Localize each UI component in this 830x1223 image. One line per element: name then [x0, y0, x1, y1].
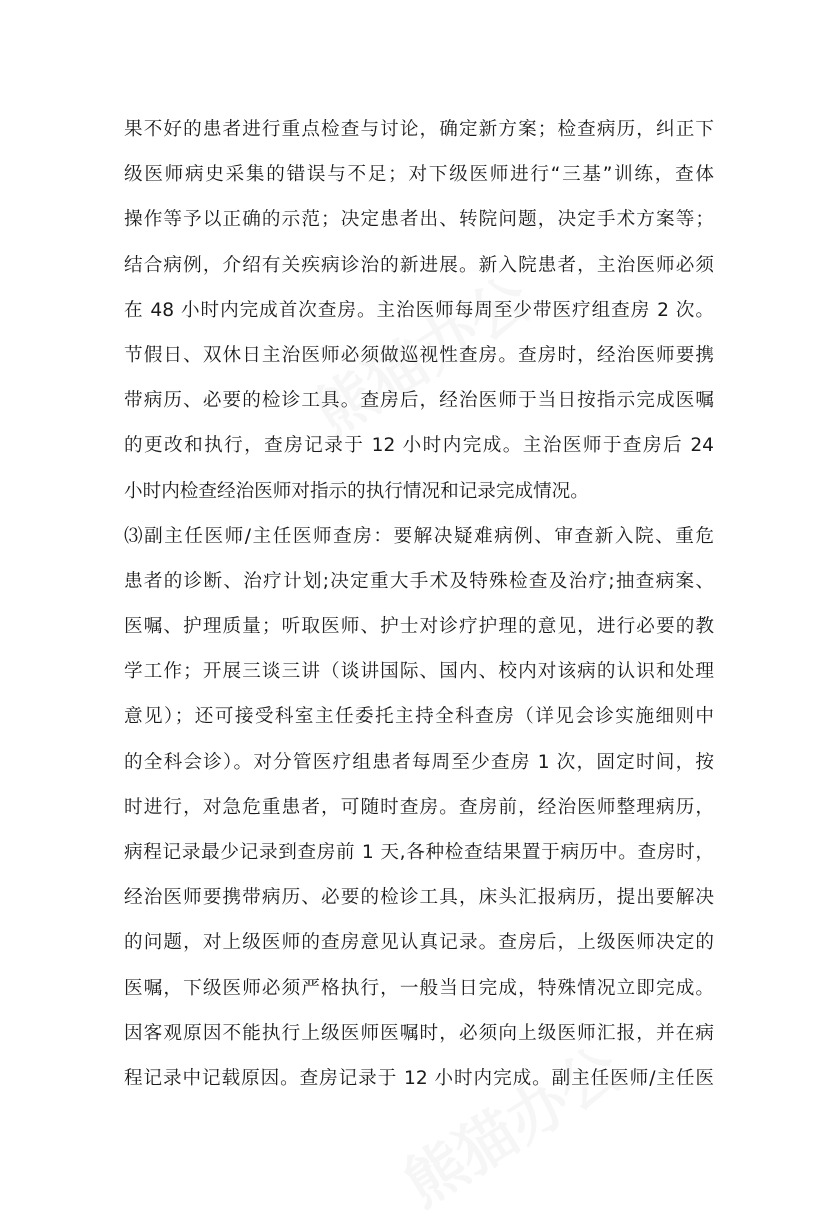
text-line: 结合病例，介绍有关疾病诊治的新进展。新入院患者，主治医师必须	[124, 254, 714, 276]
text-line: 意见）；还可接受科室主任委托主持全科查房（详见会诊实施细则中	[124, 706, 714, 728]
text-line: 因客观原因不能执行上级医师医嘱时，必须向上级医师汇报，并在病	[124, 1022, 714, 1044]
text-line: 小时内检查经治医师对指示的执行情况和记录完成情况。	[124, 480, 589, 502]
text-line: 经治医师要携带病历、必要的检诊工具，床头汇报病历，提出要解决	[124, 887, 714, 909]
text-line: 程记录中记载原因。查房记录于 12 小时内完成。副主任医师/主任医	[124, 1067, 714, 1089]
text-line: 时进行，对急危重患者，可随时查房。查房前，经治医师整理病历，	[124, 796, 714, 818]
text-line: 在 48 小时内完成首次查房。主治医师每周至少带医疗组查房 2 次。	[124, 299, 714, 321]
text-line: 的问题，对上级医师的查房意见认真记录。查房后，上级医师决定的	[124, 932, 714, 954]
text-line: 患者的诊断、治疗计划;决定重大手术及特殊检查及治疗;抽查病案、	[124, 570, 714, 592]
text-line: 医嘱，下级医师必须严格执行，一般当日完成，特殊情况立即完成。	[124, 977, 714, 999]
text-line: 病程记录最少记录到查房前 1 天,各种检查结果置于病历中。查房时，	[124, 842, 714, 863]
text-line: 节假日、双休日主治医师必须做巡视性查房。查房时，经治医师要携	[124, 344, 714, 366]
text-line: 操作等予以正确的示范；决定患者出、转院问题，决定手术方案等；	[124, 209, 714, 231]
text-line: 学工作；开展三谈三讲（谈讲国际、国内、校内对该病的认识和处理	[124, 661, 714, 683]
text-line: 带病历、必要的检诊工具。查房后，经治医师于当日按指示完成医嘱	[124, 390, 714, 412]
text-line: 的更改和执行，查房记录于 12 小时内完成。主治医师于查房后 24	[124, 435, 714, 457]
text-line: ⑶副主任医师/主任医师查房：要解决疑难病例、审查新入院、重危	[124, 525, 714, 547]
text-line: 果不好的患者进行重点检查与讨论，确定新方案；检查病历，纠正下	[124, 119, 714, 140]
text-line: 医嘱、护理质量；听取医师、护士对诊疗护理的意见，进行必要的教	[124, 616, 714, 638]
body-text	[124, 107, 714, 1101]
text-line: 的全科会诊）。对分管医疗组患者每周至少查房 1 次，固定时间，按	[124, 751, 714, 773]
text-line: 级医师病史采集的错误与不足；对下级医师进行“三基”训练，查体	[124, 164, 714, 186]
